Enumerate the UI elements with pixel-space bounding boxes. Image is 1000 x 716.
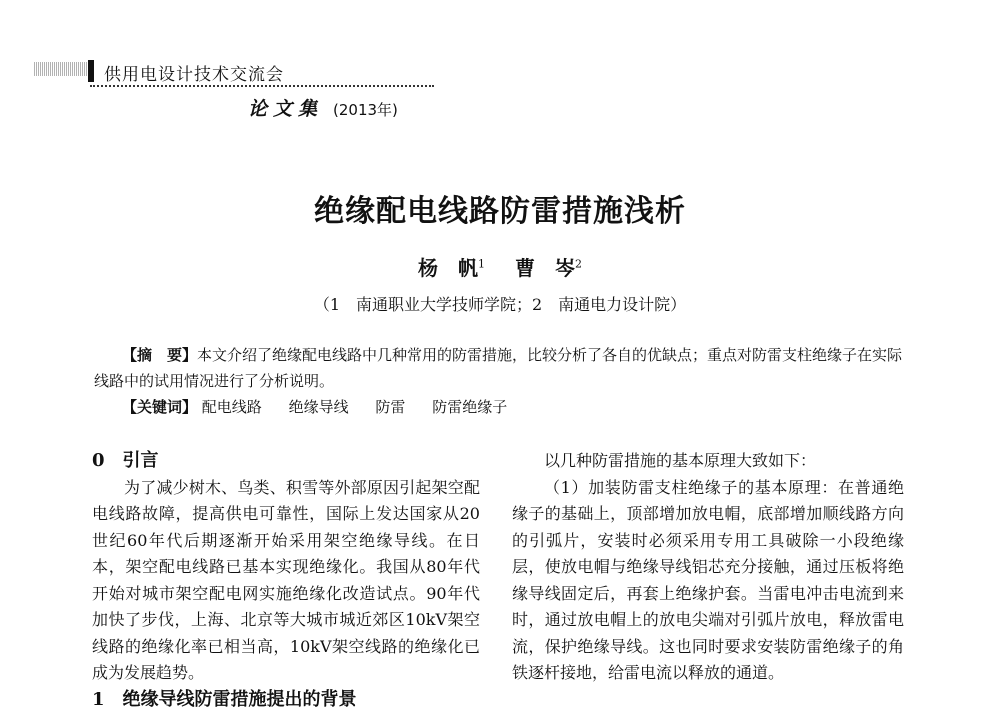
section-heading: 0 引言 (92, 450, 159, 471)
right-column (512, 448, 904, 687)
keyword: 配电线路 (201, 398, 262, 416)
author-name: 曹 岑 (515, 256, 575, 280)
keywords-label: 【关键词】 (122, 398, 198, 416)
left-column (92, 448, 480, 713)
affiliations: （1 南通职业大学技师学院；2 南通电力设计院） (313, 295, 687, 314)
abstract-label: 【摘 要】 (122, 346, 198, 364)
header-decoration (34, 62, 88, 76)
section-paragraph: 为了减少树木、鸟类、积雪等外部原因引起架空配电线路故障，提高供电可靠性，国际上发达国家从20世纪60年代后期逐渐开始采用架空绝缘导线。在日本，架空配电线路已基本实现绝缘化。我国从80年代开始对城市架空配电网实施绝缘化改造试点。90年代加快了步伐，上海、北京等大城市城近郊区10kV架空线路的绝缘化率已相当高，10kV架空线路的绝缘化已成为发展趋势。 (92, 477, 480, 682)
header-divider (90, 85, 434, 87)
keywords (122, 396, 529, 417)
author-mark: 1 (478, 257, 485, 271)
keyword: 防雷 (375, 398, 406, 416)
keyword: 防雷绝缘子 (432, 398, 508, 416)
volume-year: (2013年) (333, 101, 398, 119)
paper-title: 绝缘配电线路防雷措施浅析 (314, 194, 686, 229)
section-paragraph: （1）加装防雷支柱绝缘子的基本原理：在普通绝缘子的基础上，顶部增加放电帽，底部增加顺线路方向的引弧片，安装时必须采用专用工具破除一小段绝缘层，使放电帽与绝缘导线铝芯充分接触，通过压板将绝缘导线固定后，再套上绝缘护套。当雷电冲击电流到来时，通过放电帽上的放电尖端对引弧片放电，释放雷电流，保护绝缘导线。这也同时要求安装防雷绝缘子的角铁逐杆接地，给雷电流以释放的通道。 (512, 477, 904, 682)
section-paragraph: 以几种防雷措施的基本原理大致如下： (544, 451, 817, 470)
header-bar (88, 60, 94, 82)
volume-name: 论文集 (248, 98, 324, 120)
keyword: 绝缘导线 (288, 398, 349, 416)
author-mark: 2 (575, 257, 582, 271)
abstract (94, 342, 906, 394)
volume-label (248, 94, 398, 121)
conference-name: 供用电设计技术交流会 (104, 65, 284, 85)
author-list (0, 252, 1000, 281)
section-heading: 1 绝缘导线防雷措施提出的背景 (92, 688, 357, 710)
author-name: 杨 帆 (418, 256, 478, 280)
abstract-text: 本文介绍了绝缘配电线路中几种常用的防雷措施，比较分析了各自的优缺点；重点对防雷支柱绝缘子在实际线路中的试用情况进行了分析说明。 (94, 346, 903, 390)
